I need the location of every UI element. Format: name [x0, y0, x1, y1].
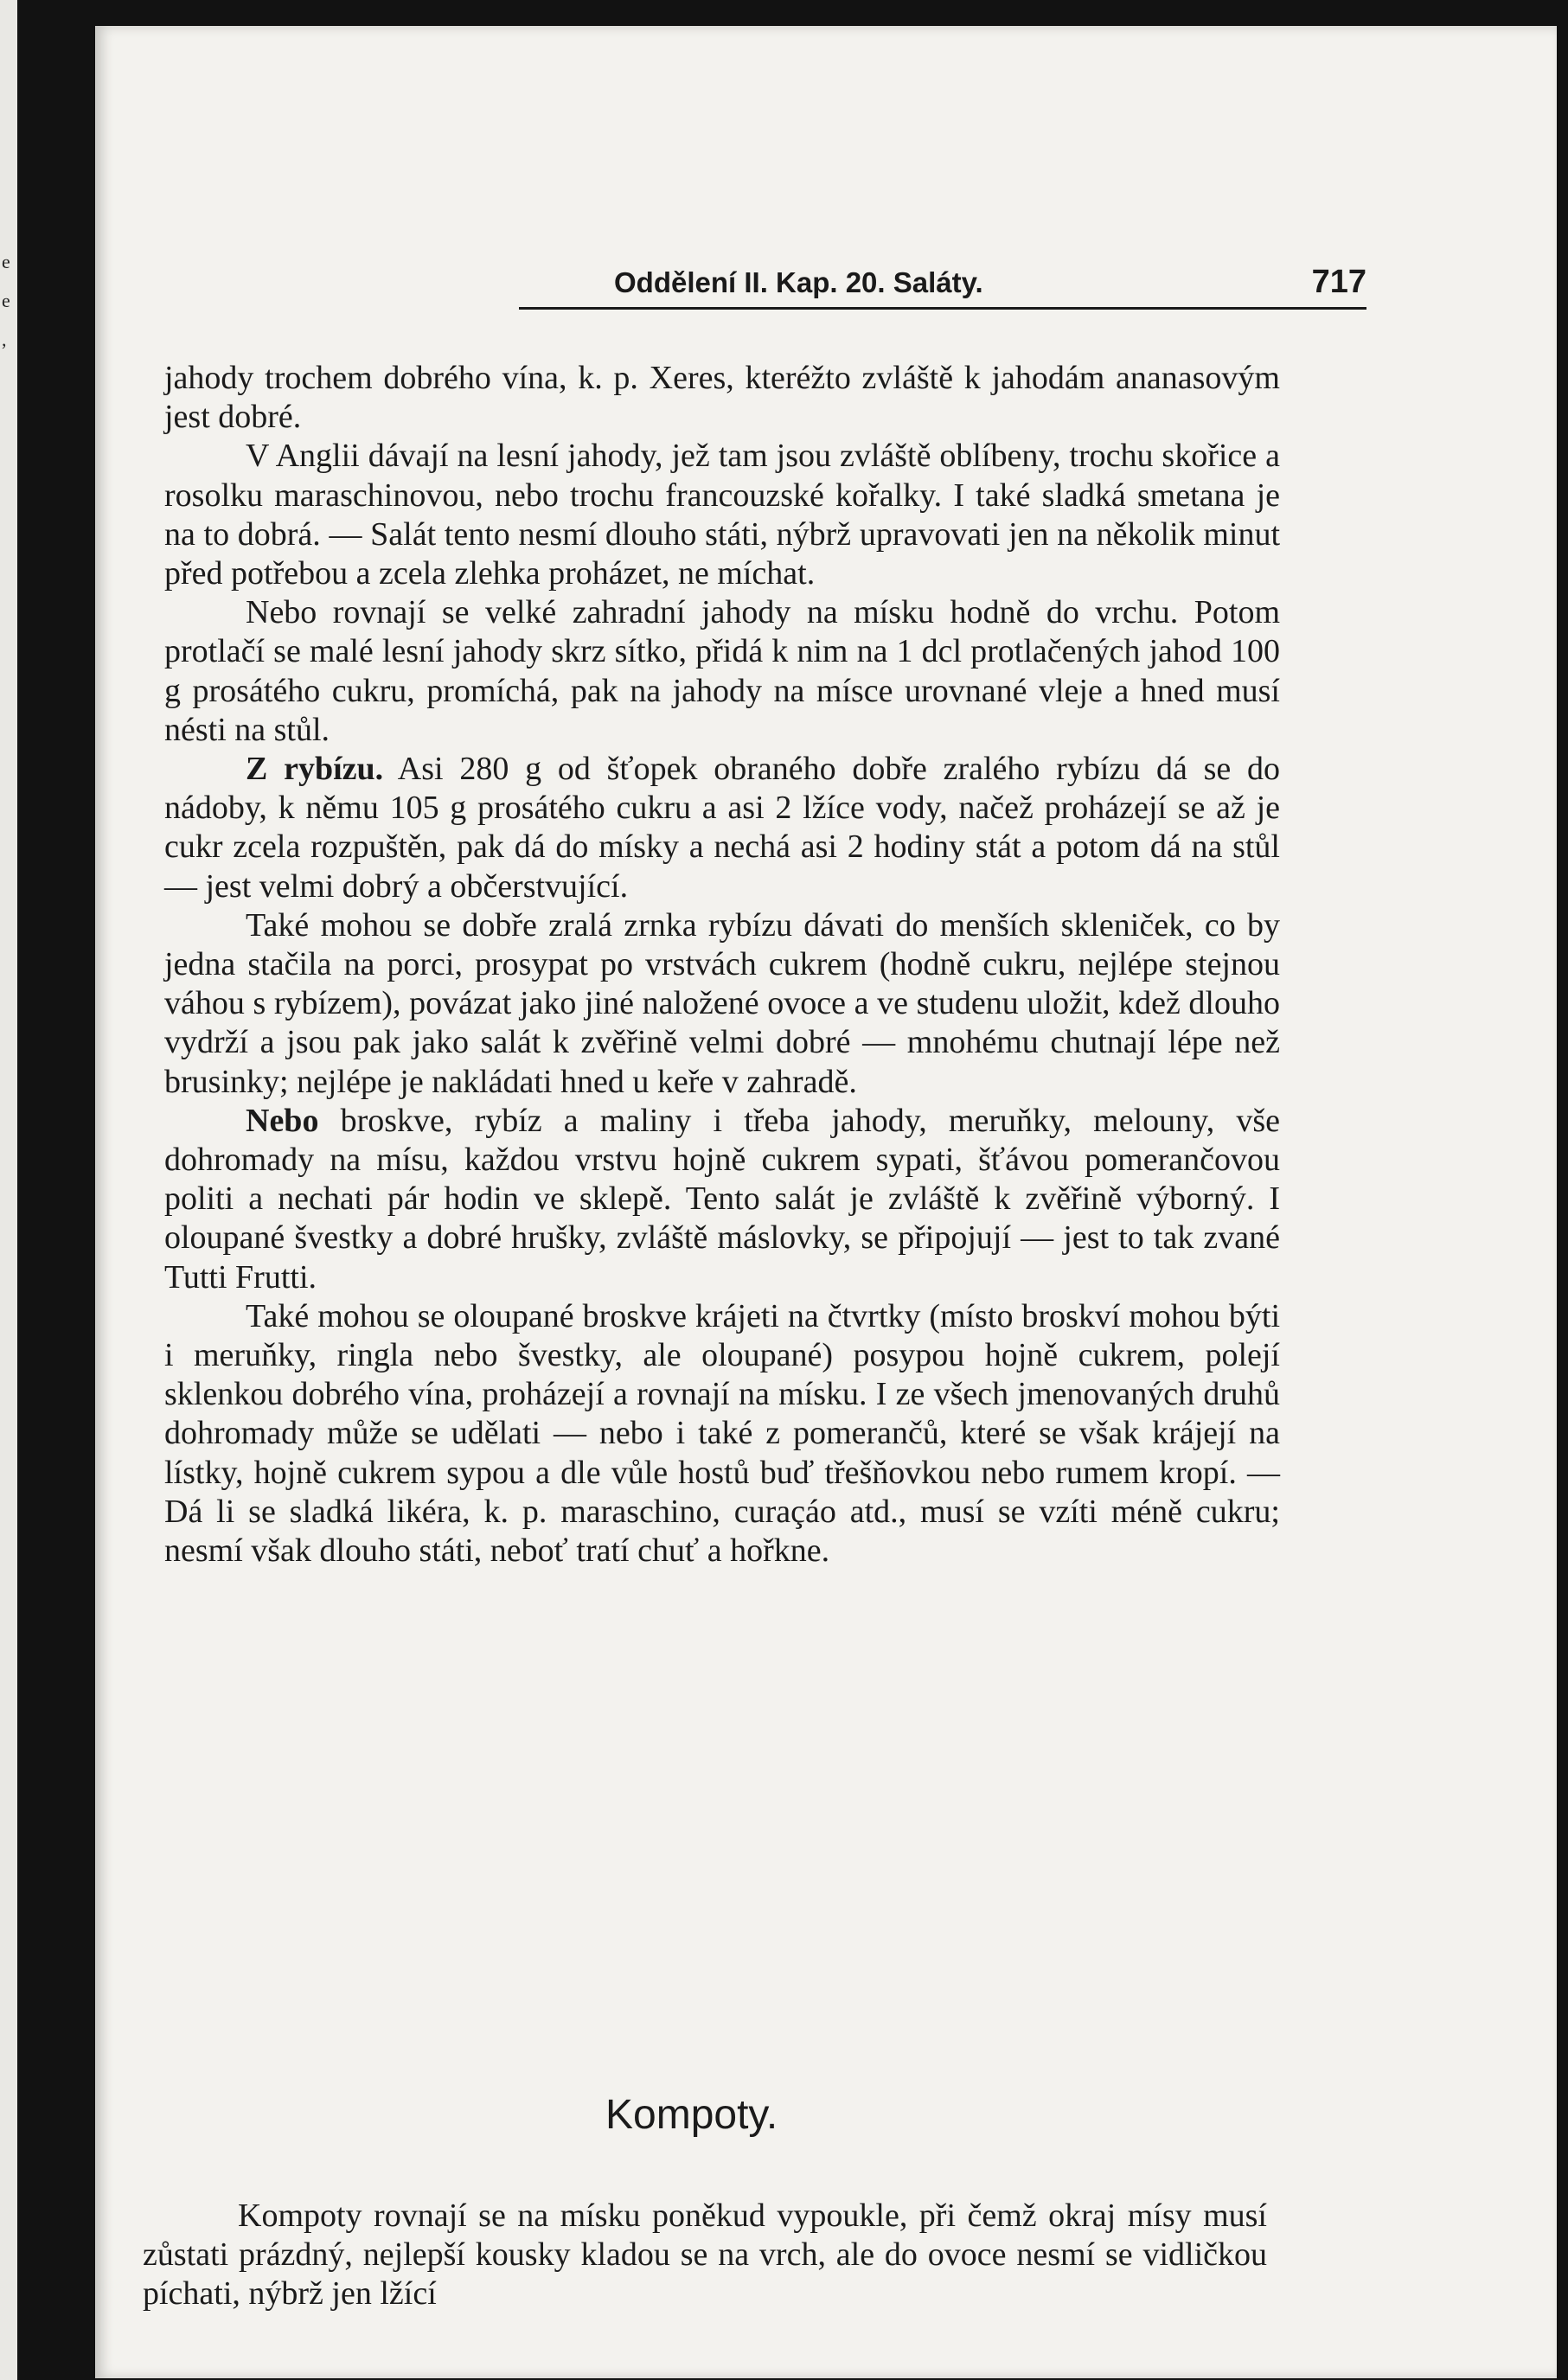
paragraph: Také mohou se dobře zralá zrnka rybízu dávati do menších skleniček, co by jedna stačila na porci, prosypat po vrstvách cukrem (hodně cukru, nejlépe stejnou váhou s rybízem), povázat jako jiné naložené ovoce a ve studenu uložit, kdež dlouho vydrží a jsou pak jako salát k zvěřině velmi dobré — mnohému chutnají lépe než brusinky; nejlépe je nakládati hned u keře v zahradě.	[164, 906, 1280, 1100]
paragraph-lead: Z rybízu.	[246, 751, 384, 788]
paragraph: V Anglii dávají na lesní jahody, jež tam jsou zvláště oblíbeny, trochu skořice a rosolku maraschinovou, nebo trochu francouzské kořalky. I také sladká smetana je na to dobrá. — Salát tento nesmí dlouho státi, nýbrž upravovati jen na několik minut před potřebou a zcela zlehka proházet, ne míchat.	[164, 438, 1280, 592]
paragraph-text: Asi 280 g od šťopek obraného dobře zralého rybízu dá se do nádoby, k němu 105 g prosátého cukru a asi 2 lžíce vody, načež proházejí se až je cukr zcela rozpuštěn, pak dá do mísky a nechá asi 2 hodiny stát a potom dá na stůl — jest velmi dobrý a občerstvující.	[164, 751, 1280, 905]
running-title: Oddělení II. Kap. 20. Saláty.	[614, 266, 983, 298]
main-text	[164, 359, 1280, 1571]
paragraph: Kompoty rovnají se na mísku poněkud vypoukle, při čemž okraj mísy musí zůstati prázdný, nejlepší kousky kladou se na vrch, ale do ovoce nesmí se vidličkou píchati, nýbrž jen lžící	[143, 2198, 1267, 2313]
book-page	[95, 26, 1557, 2378]
paragraph: Také mohou se oloupané broskve krájeti na čtvrtky (místo broskví mohou býti i meruňky, ringla nebo švestky, ale oloupané) posypou hojně cukrem, polejí sklenkou dobrého vína, proházejí a rovnají na mísku. I ze všech jmenovaných druhů dohromady může se udělati — nebo i také z pomerančů, které se však krájejí na lístky, hojně cukrem sypou a dle vůle hostů buď třešňovkou nebo rumem kropí. — Dá li se sladká likéra, k. p. maraschino, curaçáo atd., musí se vzíti méně cukru; nesmí však dlouho státi, neboť tratí chuť a hořkne.	[164, 1297, 1280, 1570]
paragraph: jahody trochem dobrého vína, k. p. Xeres, kteréžto zvláště k jahodám ananasovým jest dobré.	[164, 360, 1280, 436]
page-number: 717	[1311, 264, 1366, 300]
paragraph-text: broskve, rybíz a maliny i třeba jahody, meruňky, melouny, vše dohromady na mísu, každou vrstvu hojně cukrem sypati, šťávou pomerančovou politi a nechati pár hodin ve sklepě. Tento salát je zvláště k zvěřině výborný. I oloupané švestky a dobré hrušky, zvláště máslovky, se připojují — jest to tak zvané Tutti Frutti.	[164, 1102, 1280, 1296]
previous-page-edge	[0, 0, 17, 2380]
paragraph-lead: Nebo	[246, 1102, 319, 1139]
paragraph: Nebo rovnají se velké zahradní jahody na mísku hodně do vrchu. Potom protlačí se malé lesní jahody skrz sítko, přidá k nim na 1 dcl protlačených jahod 100 g prosátého cukru, promíchá, pak na jahody na mísce urovnané vleje a hned musí nésti na stůl.	[164, 594, 1280, 748]
paragraph-nebo	[164, 1102, 1280, 1297]
margin-fragment: ,	[2, 329, 7, 350]
margin-fragment: e	[2, 251, 10, 272]
margin-fragment: e	[2, 290, 10, 311]
running-header	[519, 264, 1366, 310]
paragraph-rybiz	[164, 750, 1280, 906]
section-heading: Kompoty.	[605, 2092, 778, 2138]
section-text	[143, 2197, 1267, 2314]
